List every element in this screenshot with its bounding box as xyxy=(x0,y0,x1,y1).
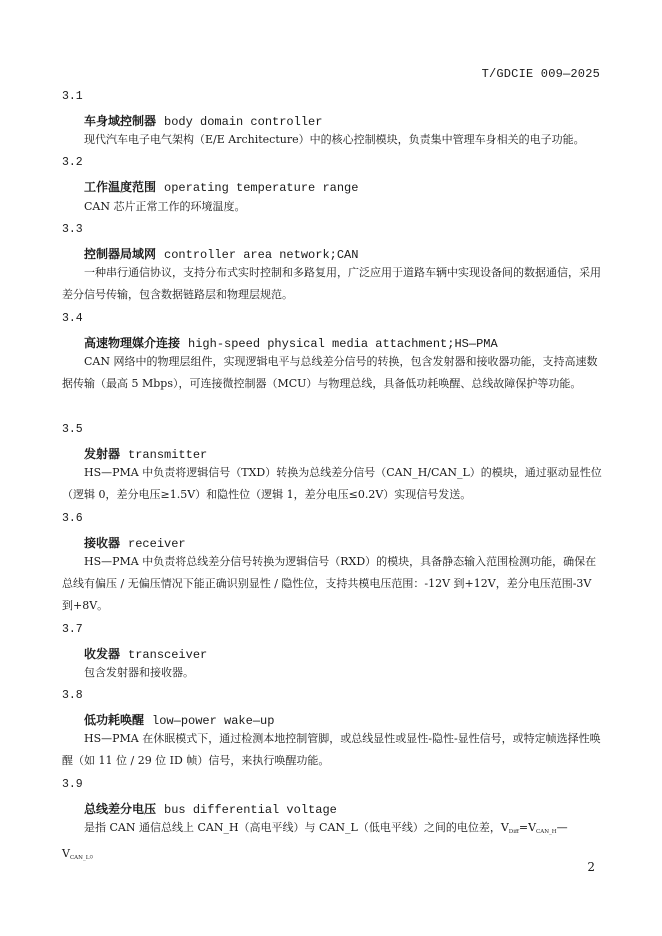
term-title-en: controller area network;CAN xyxy=(164,248,359,262)
term-number: 3.2 xyxy=(62,156,83,169)
term-definition: CAN 网络中的物理层组件，实现逻辑电平与总线差分信号的转换，包含发射器和接收器功能，支持高速数据传输（最高 5 Mbps），可连接微控制器（MCU）与物理总线，具备低功耗唤醒、总线故障保护等功能。 xyxy=(62,355,598,390)
term-number: 3.8 xyxy=(62,689,83,702)
page-number: 2 xyxy=(587,860,595,874)
term-title-cn: 低功耗唤醒 xyxy=(84,713,145,727)
term-title-cn: 总线差分电压 xyxy=(84,802,157,816)
term-definition: 包含发射器和接收器。 xyxy=(84,666,194,679)
term-number: 3.6 xyxy=(62,512,83,525)
term-title xyxy=(84,178,358,195)
term-title-cn: 收发器 xyxy=(84,647,121,661)
term-definition: 一种串行通信协议，支持分布式实时控制和多路复用，广泛应用于道路车辆中实现设备间的数据通信，采用差分信号传输，包含数据链路层和物理层规范。 xyxy=(62,266,601,301)
term-definition: HS—PMA 在休眠模式下，通过检测本地控制管脚，或总线显性或显性-隐性-显性信号，或特定帧选择性唤醒（如 11 位 / 29 位 ID 帧）信号，来执行唤醒功能。 xyxy=(62,732,601,767)
term-title-en: body domain controller xyxy=(164,115,323,129)
term-number: 3.4 xyxy=(62,312,83,325)
term-title xyxy=(84,112,322,129)
term-definition xyxy=(62,817,604,869)
term-definition: HS—PMA 中负责将逻辑信号（TXD）转换为总线差分信号（CAN_H/CAN_L）的模块，通过驱动显性位（逻辑 0，差分电压≥1.5V）和隐性位（逻辑 1，差分电压≤0.2V）实现信号发送。 xyxy=(62,466,602,501)
term-title xyxy=(84,711,274,728)
term-title-en: transmitter xyxy=(128,448,208,462)
term-title-en: receiver xyxy=(128,537,186,551)
term-title-cn: 工作温度范围 xyxy=(84,180,157,194)
term-title xyxy=(84,445,207,462)
term-title-cn: 接收器 xyxy=(84,536,121,550)
term-number: 3.5 xyxy=(62,423,83,436)
term-title-en: low—power wake—up xyxy=(152,714,275,728)
term-title-en: bus differential voltage xyxy=(164,803,337,817)
term-title-en: operating temperature range xyxy=(164,181,359,195)
term-number: 3.9 xyxy=(62,778,83,791)
term-title xyxy=(84,334,498,351)
term-title xyxy=(84,645,207,662)
term-number: 3.1 xyxy=(62,90,83,103)
term-title xyxy=(84,800,337,817)
term-number: 3.3 xyxy=(62,223,83,236)
term-title-cn: 发射器 xyxy=(84,447,121,461)
term-definition: CAN 芯片正常工作的环境温度。 xyxy=(84,200,246,213)
term-definition: HS—PMA 中负责将总线差分信号转换为逻辑信号（RXD）的模块，具备静态输入范围检测功能，确保在总线有偏压 / 无偏压情况下能正确识别显性 / 隐性位，支持共模电压范围：-12V 到+12V，差分电压范围-3V 到+8V。 xyxy=(62,555,597,612)
term-title xyxy=(84,534,186,551)
term-title-en: transceiver xyxy=(128,648,208,662)
term-number: 3.7 xyxy=(62,623,83,636)
voltage-formula: $V_{Diff}=V_{CAN\_H}—V_{CAN\_L}$。 xyxy=(62,821,568,861)
term-title-cn: 高速物理媒介连接 xyxy=(84,336,181,350)
term-title-cn: 车身域控制器 xyxy=(84,114,157,128)
definition-text: 是指 CAN 通信总线上 CAN_H（高电平线）与 CAN_L（低电平线）之间的电位差， xyxy=(84,821,501,834)
term-title-en: high-speed physical media attachment;HS—PMA xyxy=(188,337,498,351)
term-definition: 现代汽车电子电气架构（E/E Architecture）中的核心控制模块，负责集中管理车身相关的电子功能。 xyxy=(84,133,585,146)
term-title-cn: 控制器局域网 xyxy=(84,247,157,261)
term-title xyxy=(84,245,358,262)
document-id: T/GDCIE 009—2025 xyxy=(481,67,600,81)
